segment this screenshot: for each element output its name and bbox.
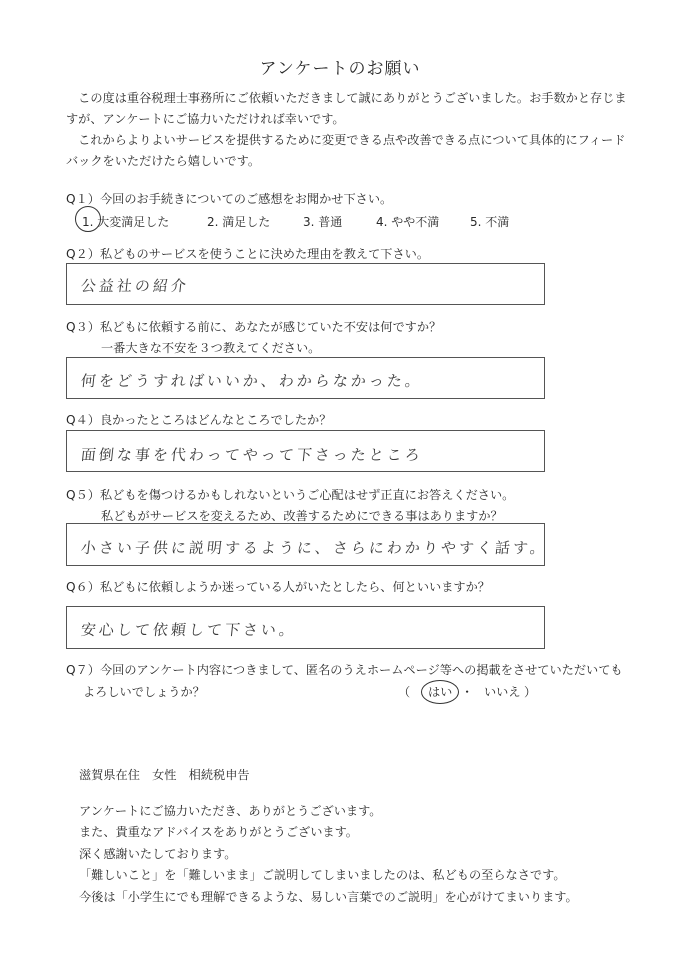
q7-paren-close: ） (524, 685, 537, 699)
q4-answer: 面倒な事を代わってやって下さったところ (80, 446, 424, 464)
q2-answer-box[interactable] (66, 263, 545, 305)
closing-line: アンケートにご協力いただき、ありがとうございます。 (79, 804, 382, 818)
q7-question: Q７）今回のアンケート内容につきまして、匿名のうえホームページ等への掲載をさせていただいても (66, 663, 623, 677)
closing-line: 「難しいこと」を「難しいまま」ご説明してしまいましたのは、私どもの至らなさです。 (79, 868, 566, 882)
intro-line: この度は重谷税理士事務所にご依頼いただきまして誠にありがとうございました。お手数かと存じま (66, 91, 627, 105)
q7-question-line2: よろしいでしょうか？ (83, 685, 205, 699)
q7-no-option[interactable]: いいえ (484, 685, 521, 699)
q1-option-5[interactable]: 5. 不満 (470, 215, 510, 229)
q3-question: Q３）私どもに依頼する前に、あなたが感じていた不安は何ですか？ (66, 320, 442, 334)
q1-option-3[interactable]: 3. 普通 (303, 215, 343, 229)
q1-option-4[interactable]: 4. やや不満 (376, 215, 440, 229)
q2-question: Q２）私どものサービスを使うことに決めた理由を教えて下さい。 (66, 247, 430, 261)
respondent-profile: 滋賀県在住 女性 相続税申告 (79, 768, 250, 782)
q5-answer-box[interactable] (66, 523, 549, 566)
q6-answer: 安心して依頼して下さい。 (80, 621, 298, 639)
q7-dot: ・ (461, 685, 474, 699)
q4-question: Q４）良かったところはどんなところでしたか？ (66, 413, 332, 427)
q3-answer: 何をどうすればいいか、わからなかった。 (80, 372, 424, 390)
q7-paren-open: （ (398, 685, 411, 699)
closing-line: 今後は「小学生にでも理解できるような、易しい言葉でのご説明」を心がけてまいります。 (79, 890, 578, 904)
q1-option-2[interactable]: 2. 満足した (207, 215, 271, 229)
q1-question: Q１）今回のお手続きについてのご感想をお聞かせ下さい。 (66, 192, 393, 206)
closing-line: また、貴重なアドバイスをありがとうございます。 (79, 825, 358, 839)
intro-line: バックをいただけたら嬉しいです。 (66, 154, 261, 168)
q5-answer: 小さい子供に説明するように、さらにわかりやすく話す。 (80, 539, 549, 557)
intro-line: すが、アンケートにご協力いただければ幸いです。 (66, 112, 345, 126)
q1-option-1[interactable]: 1. 大変満足した (82, 215, 170, 229)
q4-answer-box[interactable] (66, 430, 545, 472)
q3-subquestion: 一番大きな不安を３つ教えてください。 (101, 341, 321, 355)
q5-question: Q５）私どもを傷つけるかもしれないというご心配はせず正直にお答えください。 (66, 488, 515, 502)
page-title: アンケートのお願い (259, 59, 421, 79)
q2-answer: 公益社の紹介 (80, 277, 190, 295)
q3-answer-box[interactable] (66, 357, 545, 399)
intro-line: これからよりよいサービスを提供するために変更できる点や改善できる点について具体的にフィード (66, 133, 626, 147)
q5-subquestion: 私どもがサービスを変えるため、改善するためにできる事はありますか？ (101, 509, 503, 523)
q7-yes-option[interactable]: はい (428, 685, 453, 699)
q6-question: Q６）私どもに依頼しようか迷っている人がいたとしたら、何といいますか？ (66, 580, 490, 594)
closing-line: 深く感謝いたしております。 (79, 847, 237, 861)
q6-answer-box[interactable] (66, 606, 545, 649)
